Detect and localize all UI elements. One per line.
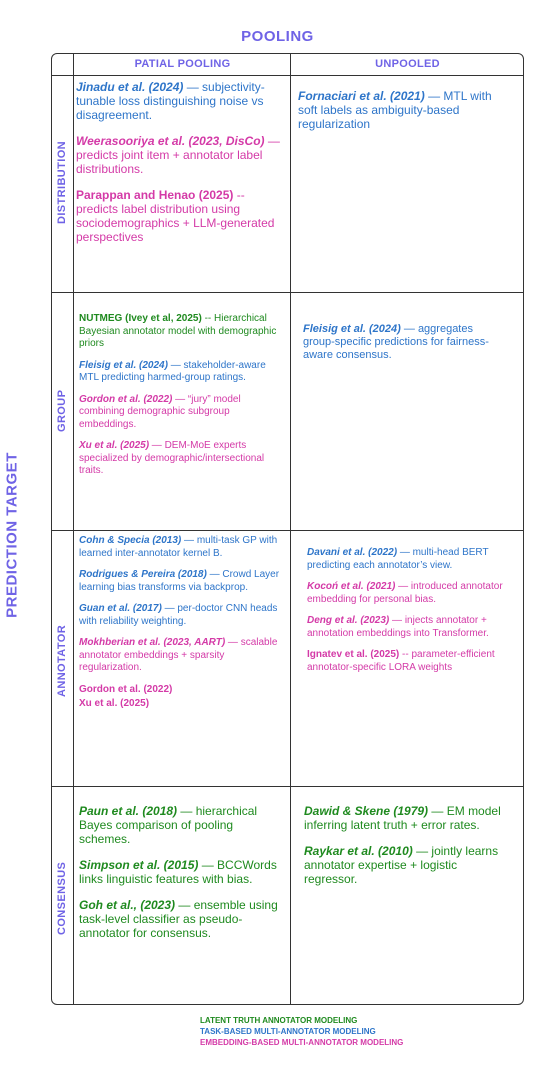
cell-group-unpooled [303, 323, 503, 372]
citation-description: — aggregates group-specific predictions for fairness-aware consensus. [303, 323, 489, 361]
row-label-annotator: ANNOTATOR [56, 624, 68, 697]
citation-entry [304, 844, 504, 886]
citation-author: Rodrigues & Pereira (2018) [79, 569, 207, 580]
legend-latent-truth: LATENT TRUTH ANNOTATOR MODELING [200, 1016, 358, 1025]
citation-entry [307, 615, 511, 640]
citation-author: Raykar et al. (2010) [304, 844, 413, 858]
citation-entry [79, 898, 284, 940]
citation-author: Dawid & Skene (1979) [304, 804, 429, 818]
citation-description: — DEM-MoE experts specialized by demographic/intersectional traits. [79, 440, 265, 476]
citation-author: Gordon et al. (2022) [79, 683, 173, 695]
legend [200, 1015, 403, 1048]
citation-entry [79, 684, 287, 697]
cell-distribution-unpooled [298, 89, 498, 143]
citation-entry [79, 858, 284, 886]
citation-author: Goh et al., (2023) [79, 898, 176, 912]
row-divider-3 [51, 786, 524, 787]
cell-annotator-partial [79, 535, 287, 720]
citation-description: — subjectivity-tunable loss distinguishing noise vs disagreement. [76, 80, 265, 122]
column-divider [290, 53, 291, 1005]
citation-author: Guan et al. (2017) [79, 603, 162, 614]
citation-author: Parappan and Henao (2025) [76, 188, 234, 202]
citation-entry [79, 535, 287, 560]
citation-author: Mokhberian et al. (2023, AART) [79, 637, 226, 648]
citation-author: Cohn & Specia (2013) [79, 535, 182, 546]
row-divider-1 [51, 292, 524, 293]
column-header-unpooled: UNPOOLED [375, 58, 440, 70]
prediction-target-axis-title: PREDICTION TARGET [3, 452, 21, 618]
citation-entry [79, 313, 287, 351]
citation-entry [76, 188, 288, 244]
cell-distribution-partial [76, 80, 288, 256]
row-label-group: GROUP [56, 389, 68, 432]
citation-author: Ignatev et al. (2025) [307, 649, 400, 660]
citation-description: — multi-head BERT predicting each annotator’s view. [307, 547, 489, 571]
citation-description: — ensemble using task-level classifier as pseudo-annotator for consensus. [79, 898, 278, 940]
citation-author: Fleisig et al. (2024) [303, 323, 401, 335]
citation-entry [79, 804, 284, 846]
citation-entry [76, 80, 288, 122]
row-divider-2 [51, 530, 524, 531]
citation-entry [76, 134, 288, 176]
citation-description: -- predicts label distribution using sociodemographics + LLM-generated perspectives [76, 188, 275, 244]
citation-author: Xu et al. (2025) [79, 698, 150, 709]
citation-entry [303, 323, 503, 362]
cell-group-partial [79, 313, 287, 487]
citation-entry [307, 649, 511, 674]
citation-entry [298, 89, 498, 131]
citation-entry [307, 581, 511, 606]
citation-author: Jinadu et al. (2024) [76, 80, 184, 94]
citation-description: -- parameter-efficient annotator-specific LORA weights [307, 649, 495, 673]
citation-author: Fleisig et al. (2024) [79, 359, 168, 371]
citation-author: Weerasooriya et al. (2023, DisCo) [76, 134, 265, 148]
citation-author: NUTMEG (Ivey et al, 2025) [79, 313, 202, 324]
citation-description: -- Hierarchical Bayesian annotator model with demographic priors [79, 313, 277, 349]
citation-description: — per-doctor CNN heads with reliability weighting. [79, 603, 278, 627]
row-label-consensus: CONSENSUS [56, 861, 68, 935]
citation-description: — “jury” model combining demographic subgroup embeddings. [79, 393, 241, 430]
citation-author: Xu et al. (2025) [79, 440, 150, 451]
citation-entry [307, 547, 511, 572]
citation-description: — hierarchical Bayes comparison of pooling schemes. [79, 804, 258, 846]
header-divider [51, 75, 524, 76]
citation-entry [79, 360, 287, 385]
citation-description: — EM model inferring latent truth + error rates. [304, 804, 501, 832]
citation-description: — Crowd Layer learning bias transforms via backprop. [79, 569, 280, 593]
citation-author: Gordon et al. (2022) [79, 393, 173, 405]
column-header-partial-pooling: PATIAL POOLING [134, 58, 231, 70]
citation-description: — predicts joint item + annotator label distributions. [76, 134, 280, 176]
citation-author: Paun et al. (2018) [79, 804, 178, 818]
citation-entry [79, 394, 287, 432]
citation-entry [79, 440, 287, 478]
citation-author: Simpson et al. (2015) [79, 858, 199, 872]
row-label-divider [73, 53, 74, 1005]
citation-description: — jointly learns annotator expertise + logistic regressor. [304, 844, 499, 886]
citation-entry [79, 603, 287, 628]
citation-author: Kocoń et al. (2021) [307, 581, 396, 592]
citation-description: — multi-task GP with learned inter-annotator kernel B. [79, 535, 278, 559]
cell-consensus-partial [79, 804, 284, 952]
citation-description: — MTL with soft labels as ambiguity-based regularization [298, 89, 492, 131]
citation-description: — stakeholder-aware MTL predicting harmed-group ratings. [79, 359, 266, 383]
citation-entry [79, 698, 287, 711]
citation-author: Deng et al. (2023) [307, 615, 390, 626]
citation-entry [304, 804, 504, 832]
citation-entry [79, 569, 287, 594]
citation-description: — BCCWords links linguistic features with bias. [79, 858, 277, 886]
cell-annotator-unpooled [307, 547, 511, 683]
pooling-axis-title: POOLING [241, 28, 314, 45]
citation-entry [79, 637, 287, 675]
legend-task-based: TASK-BASED MULTI-ANNOTATOR MODELING [200, 1027, 376, 1036]
citation-author: Fornaciari et al. (2021) [298, 89, 425, 103]
row-label-distribution: DISTRIBUTION [56, 140, 68, 224]
citation-description: — introduced annotator embedding for personal bias. [307, 581, 503, 605]
legend-embedding-based: EMBEDDING-BASED MULTI-ANNOTATOR MODELING [200, 1038, 404, 1047]
citation-author: Davani et al. (2022) [307, 547, 398, 558]
citation-description: — scalable annotator embeddings + sparsity regularization. [79, 637, 278, 673]
citation-description: — injects annotator + annotation embeddings into Transformer. [307, 615, 489, 639]
cell-consensus-unpooled [304, 804, 504, 898]
